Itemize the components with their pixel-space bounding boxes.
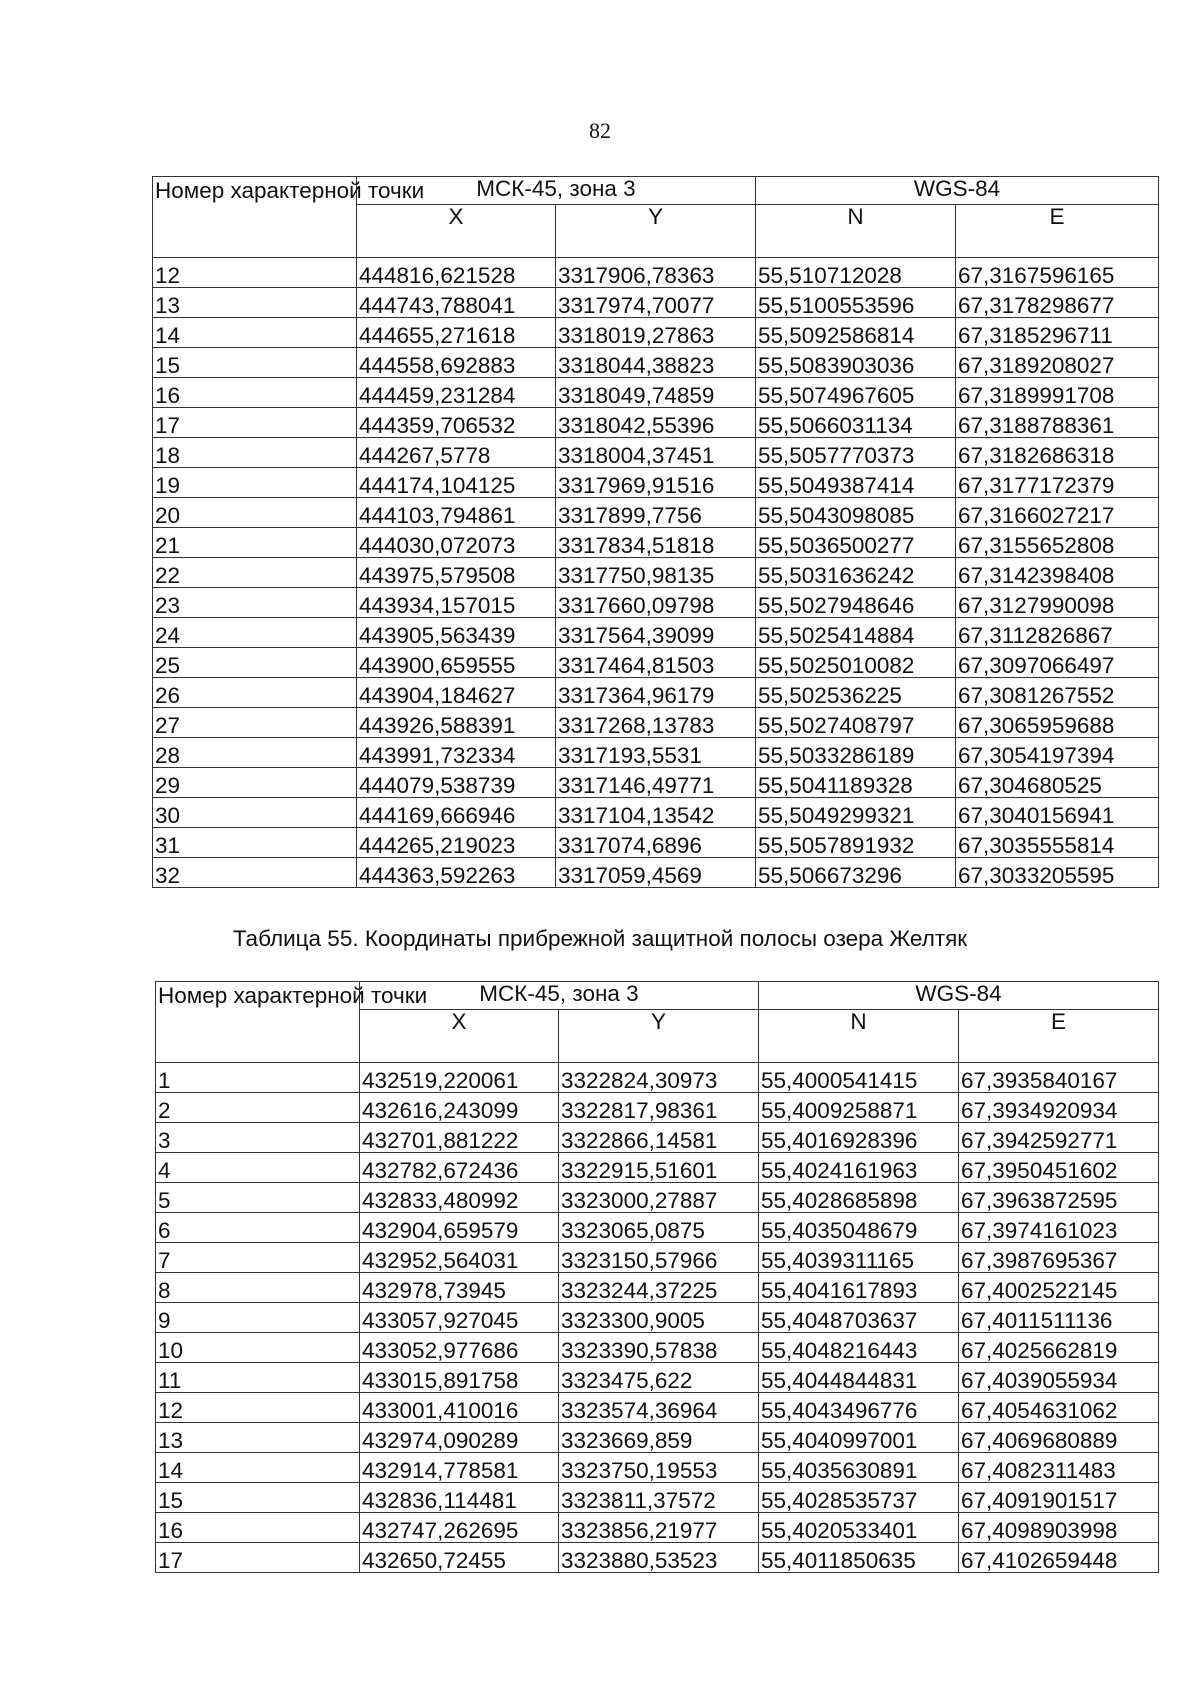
page-number: 82 [589,118,611,143]
point-number-cell: 7 [156,1243,360,1273]
point-number-cell: 6 [156,1213,360,1243]
point-number-cell: 15 [156,1483,360,1513]
x-cell: 444459,231284 [357,378,556,408]
x-cell: 443900,659555 [357,648,556,678]
n-cell: 55,5057891932 [756,828,956,858]
y-cell: 3317899,7756 [556,498,756,528]
table-row [156,1153,1159,1183]
e-cell: 67,3054197394 [956,738,1159,768]
table-row [153,348,1159,378]
e-cell: 67,3182686318 [956,438,1159,468]
y-cell: 3317104,13542 [556,798,756,828]
table-row [153,828,1159,858]
e-cell: 67,3935840167 [959,1063,1159,1093]
n-cell: 55,5057770373 [756,438,956,468]
n-cell: 55,506673296 [756,858,956,888]
x-cell: 444558,692883 [357,348,556,378]
n-cell: 55,510712028 [756,258,956,288]
y-cell: 3323150,57966 [559,1243,759,1273]
y-cell: 3317364,96179 [556,678,756,708]
x-cell: 443991,732334 [357,738,556,768]
y-cell: 3317074,6896 [556,828,756,858]
header-x: X [360,1010,559,1063]
table-row [153,858,1159,888]
y-cell: 3317974,70077 [556,288,756,318]
e-cell: 67,4102659448 [959,1543,1159,1573]
y-cell: 3322824,30973 [559,1063,759,1093]
e-cell: 67,4011511136 [959,1303,1159,1333]
y-cell: 3317660,09798 [556,588,756,618]
table-row [156,1453,1159,1483]
point-number-cell: 22 [153,558,357,588]
n-cell: 55,5025010082 [756,648,956,678]
header-msk: МСК-45, зона 3 [357,177,756,205]
y-cell: 3318019,27863 [556,318,756,348]
n-cell: 55,4048216443 [759,1333,959,1363]
e-cell: 67,4025662819 [959,1333,1159,1363]
n-cell: 55,5083903036 [756,348,956,378]
table-row [156,1093,1159,1123]
point-number-cell: 4 [156,1153,360,1183]
x-cell: 433001,410016 [360,1393,559,1423]
e-cell: 67,3987695367 [959,1243,1159,1273]
n-cell: 55,4040997001 [759,1423,959,1453]
x-cell: 444103,794861 [357,498,556,528]
point-number-cell: 14 [153,318,357,348]
coordinates-table-2 [155,981,1159,1573]
e-cell: 67,4069680889 [959,1423,1159,1453]
point-number-cell: 29 [153,768,357,798]
y-cell: 3317969,91516 [556,468,756,498]
n-cell: 55,4016928396 [759,1123,959,1153]
point-number-cell: 30 [153,798,357,828]
x-cell: 443975,579508 [357,558,556,588]
n-cell: 55,4044844831 [759,1363,959,1393]
header-point-number: Номер характерной точки [156,982,360,1063]
n-cell: 55,5027408797 [756,708,956,738]
e-cell: 67,3189991708 [956,378,1159,408]
n-cell: 55,4000541415 [759,1063,959,1093]
table-row [156,1543,1159,1573]
n-cell: 55,4011850635 [759,1543,959,1573]
y-cell: 3323811,37572 [559,1483,759,1513]
y-cell: 3323880,53523 [559,1543,759,1573]
x-cell: 443934,157015 [357,588,556,618]
x-cell: 432833,480992 [360,1183,559,1213]
table-row [153,678,1159,708]
table-row [156,1243,1159,1273]
e-cell: 67,3167596165 [956,258,1159,288]
point-number-cell: 13 [156,1423,360,1453]
y-cell: 3317564,39099 [556,618,756,648]
x-cell: 444363,592263 [357,858,556,888]
x-cell: 444359,706532 [357,408,556,438]
point-number-cell: 16 [153,378,357,408]
y-cell: 3322915,51601 [559,1153,759,1183]
table-row [156,1333,1159,1363]
y-cell: 3323300,9005 [559,1303,759,1333]
point-number-cell: 10 [156,1333,360,1363]
y-cell: 3323390,57838 [559,1333,759,1363]
y-cell: 3317464,81503 [556,648,756,678]
n-cell: 55,4043496776 [759,1393,959,1423]
table-row [156,1513,1159,1543]
table-row [153,708,1159,738]
e-cell: 67,3033205595 [956,858,1159,888]
y-cell: 3323750,19553 [559,1453,759,1483]
e-cell: 67,3177172379 [956,468,1159,498]
e-cell: 67,3934920934 [959,1093,1159,1123]
y-cell: 3323000,27887 [559,1183,759,1213]
e-cell: 67,3185296711 [956,318,1159,348]
table-row [153,618,1159,648]
y-cell: 3317268,13783 [556,708,756,738]
n-cell: 55,5066031134 [756,408,956,438]
x-cell: 444743,788041 [357,288,556,318]
n-cell: 55,5036500277 [756,528,956,558]
y-cell: 3317059,4569 [556,858,756,888]
point-number-cell: 13 [153,288,357,318]
e-cell: 67,304680525 [956,768,1159,798]
x-cell: 444816,621528 [357,258,556,288]
point-number-cell: 18 [153,438,357,468]
x-cell: 444267,5778 [357,438,556,468]
table-row [153,288,1159,318]
point-number-cell: 16 [156,1513,360,1543]
n-cell: 55,4020533401 [759,1513,959,1543]
e-cell: 67,3166027217 [956,498,1159,528]
x-cell: 432782,672436 [360,1153,559,1183]
e-cell: 67,3040156941 [956,798,1159,828]
n-cell: 55,502536225 [756,678,956,708]
point-number-cell: 1 [156,1063,360,1093]
e-cell: 67,3081267552 [956,678,1159,708]
n-cell: 55,5031636242 [756,558,956,588]
n-cell: 55,4024161963 [759,1153,959,1183]
y-cell: 3323669,859 [559,1423,759,1453]
e-cell: 67,3942592771 [959,1123,1159,1153]
e-cell: 67,3112826867 [956,618,1159,648]
n-cell: 55,5041189328 [756,768,956,798]
y-cell: 3323475,622 [559,1363,759,1393]
x-cell: 433057,927045 [360,1303,559,1333]
point-number-cell: 17 [156,1543,360,1573]
x-cell: 432747,262695 [360,1513,559,1543]
e-cell: 67,3178298677 [956,288,1159,318]
point-number-cell: 23 [153,588,357,618]
y-cell: 3317146,49771 [556,768,756,798]
n-cell: 55,5043098085 [756,498,956,528]
table-row [153,408,1159,438]
point-number-cell: 3 [156,1123,360,1153]
point-number-cell: 32 [153,858,357,888]
table-row [153,798,1159,828]
y-cell: 3317750,98135 [556,558,756,588]
x-cell: 443904,184627 [357,678,556,708]
point-number-cell: 28 [153,738,357,768]
n-cell: 55,5025414884 [756,618,956,648]
n-cell: 55,4009258871 [759,1093,959,1123]
table-row [156,1183,1159,1213]
n-cell: 55,4028535737 [759,1483,959,1513]
x-cell: 443926,588391 [357,708,556,738]
e-cell: 67,4091901517 [959,1483,1159,1513]
table-row [153,648,1159,678]
y-cell: 3317834,51818 [556,528,756,558]
point-number-cell: 14 [156,1453,360,1483]
y-cell: 3317193,5531 [556,738,756,768]
y-cell: 3317906,78363 [556,258,756,288]
point-number-cell: 25 [153,648,357,678]
e-cell: 67,3097066497 [956,648,1159,678]
table-header-row-top [153,177,1159,205]
y-cell: 3318049,74859 [556,378,756,408]
x-cell: 444079,538739 [357,768,556,798]
point-number-cell: 19 [153,468,357,498]
table-row [153,438,1159,468]
table-row [156,1423,1159,1453]
point-number-cell: 9 [156,1303,360,1333]
point-number-cell: 26 [153,678,357,708]
n-cell: 55,5027948646 [756,588,956,618]
y-cell: 3323244,37225 [559,1273,759,1303]
table-row [153,318,1159,348]
n-cell: 55,5074967605 [756,378,956,408]
n-cell: 55,4048703637 [759,1303,959,1333]
e-cell: 67,4002522145 [959,1273,1159,1303]
e-cell: 67,3142398408 [956,558,1159,588]
n-cell: 55,4039311165 [759,1243,959,1273]
e-cell: 67,3963872595 [959,1183,1159,1213]
table-row [153,588,1159,618]
e-cell: 67,4054631062 [959,1393,1159,1423]
y-cell: 3322866,14581 [559,1123,759,1153]
point-number-cell: 20 [153,498,357,528]
table-row [156,1303,1159,1333]
table-row [156,1273,1159,1303]
e-cell: 67,3065959688 [956,708,1159,738]
header-e: E [956,205,1159,258]
point-number-cell: 27 [153,708,357,738]
y-cell: 3323856,21977 [559,1513,759,1543]
coordinates-table-1 [152,176,1159,888]
y-cell: 3323574,36964 [559,1393,759,1423]
x-cell: 444030,072073 [357,528,556,558]
table-row [156,1363,1159,1393]
y-cell: 3322817,98361 [559,1093,759,1123]
table-caption: Таблица 55. Координаты прибрежной защитной полосы озера Желтяк [232,926,968,951]
n-cell: 55,4028685898 [759,1183,959,1213]
y-cell: 3318042,55396 [556,408,756,438]
table-1-body [153,177,1159,888]
n-cell: 55,5049387414 [756,468,956,498]
e-cell: 67,3035555814 [956,828,1159,858]
y-cell: 3318004,37451 [556,438,756,468]
point-number-cell: 31 [153,828,357,858]
e-cell: 67,3950451602 [959,1153,1159,1183]
e-cell: 67,3188788361 [956,408,1159,438]
table-row [153,528,1159,558]
point-number-cell: 8 [156,1273,360,1303]
x-cell: 432701,881222 [360,1123,559,1153]
table-row [153,258,1159,288]
table-header-row-top [156,982,1159,1010]
point-number-cell: 21 [153,528,357,558]
x-cell: 444265,219023 [357,828,556,858]
x-cell: 432952,564031 [360,1243,559,1273]
table-row [153,468,1159,498]
point-number-cell: 12 [156,1393,360,1423]
n-cell: 55,5092586814 [756,318,956,348]
header-msk: МСК-45, зона 3 [360,982,759,1010]
header-y: Y [556,205,756,258]
e-cell: 67,3189208027 [956,348,1159,378]
e-cell: 67,4098903998 [959,1513,1159,1543]
header-point-number: Номер характерной точки [153,177,357,258]
x-cell: 432616,243099 [360,1093,559,1123]
header-wgs: WGS-84 [759,982,1159,1010]
x-cell: 433052,977686 [360,1333,559,1363]
table-row [153,378,1159,408]
header-y: Y [559,1010,759,1063]
x-cell: 432974,090289 [360,1423,559,1453]
table-row [153,738,1159,768]
point-number-cell: 12 [153,258,357,288]
n-cell: 55,4035630891 [759,1453,959,1483]
x-cell: 432519,220061 [360,1063,559,1093]
point-number-cell: 17 [153,408,357,438]
x-cell: 443905,563439 [357,618,556,648]
table-row [153,768,1159,798]
table-row [156,1063,1159,1093]
table-row [153,498,1159,528]
e-cell: 67,3974161023 [959,1213,1159,1243]
point-number-cell: 11 [156,1363,360,1393]
y-cell: 3323065,0875 [559,1213,759,1243]
table-row [156,1123,1159,1153]
header-e: E [959,1010,1159,1063]
y-cell: 3318044,38823 [556,348,756,378]
header-wgs: WGS-84 [756,177,1159,205]
point-number-cell: 2 [156,1093,360,1123]
x-cell: 432978,73945 [360,1273,559,1303]
x-cell: 432836,114481 [360,1483,559,1513]
e-cell: 67,4082311483 [959,1453,1159,1483]
e-cell: 67,3155652808 [956,528,1159,558]
point-number-cell: 5 [156,1183,360,1213]
point-number-cell: 24 [153,618,357,648]
x-cell: 444655,271618 [357,318,556,348]
x-cell: 432914,778581 [360,1453,559,1483]
table-row [156,1483,1159,1513]
x-cell: 433015,891758 [360,1363,559,1393]
n-cell: 55,5049299321 [756,798,956,828]
x-cell: 444174,104125 [357,468,556,498]
e-cell: 67,3127990098 [956,588,1159,618]
header-n: N [759,1010,959,1063]
header-x: X [357,205,556,258]
table-row [156,1393,1159,1423]
x-cell: 432650,72455 [360,1543,559,1573]
n-cell: 55,5100553596 [756,288,956,318]
table-2-body [156,982,1159,1573]
x-cell: 432904,659579 [360,1213,559,1243]
n-cell: 55,4035048679 [759,1213,959,1243]
table-row [153,558,1159,588]
point-number-cell: 15 [153,348,357,378]
x-cell: 444169,666946 [357,798,556,828]
n-cell: 55,4041617893 [759,1273,959,1303]
e-cell: 67,4039055934 [959,1363,1159,1393]
n-cell: 55,5033286189 [756,738,956,768]
table-row [156,1213,1159,1243]
header-n: N [756,205,956,258]
